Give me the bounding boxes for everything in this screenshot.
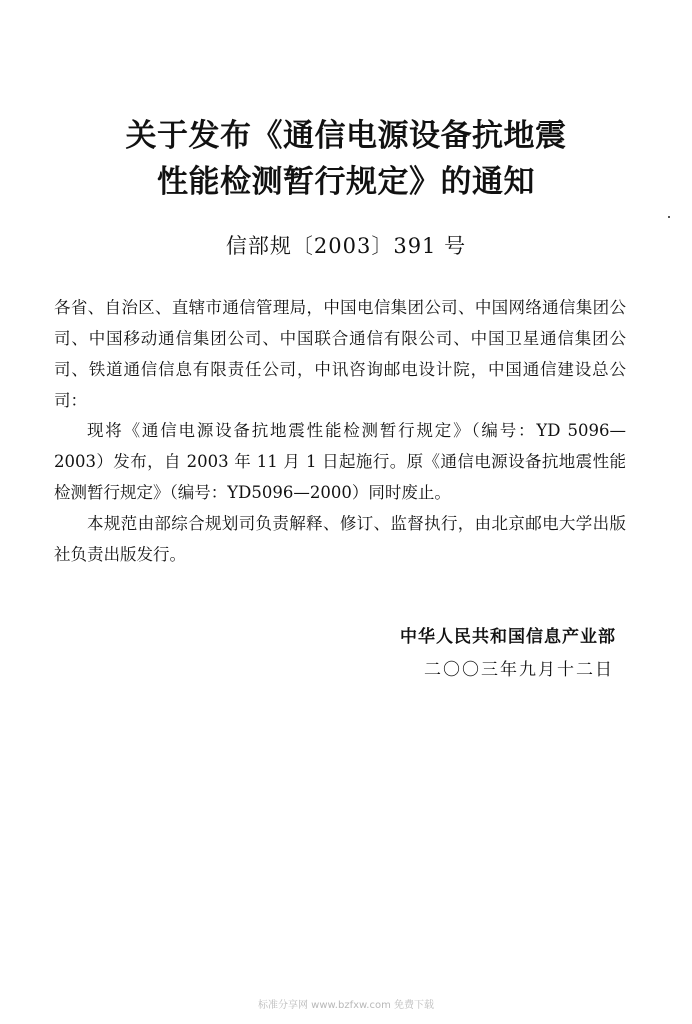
scan-speck xyxy=(668,216,670,218)
addressee-paragraph: 各省、自治区、直辖市通信管理局，中国电信集团公司、中国网络通信集团公司、中国移动通信集团公司、中国联合通信有限公司、中国卫星通信集团公司、铁道通信信息有限责任公司，中讯咨询邮电设计院，中国通信建设总公司： xyxy=(54,298,626,410)
body-paragraph-2: 本规范由部综合规划司负责解释、修订、监督执行，由北京邮电大学出版社负责出版发行。 xyxy=(54,514,626,564)
watermark-text: 标准分享网 www.bzfxw.com 免费下载 xyxy=(258,1000,434,1011)
document-number: 信部规〔2003〕391 号 xyxy=(225,234,467,258)
body-paragraph-1: 现将《通信电源设备抗地震性能检测暂行规定》（编号：YD 5096—2003）发布，自 2003 年 11 月 1 日起施行。原《通信电源设备抗地震性能检测暂行规定》（编号：YD5096—2000）同时废止。 xyxy=(54,421,626,502)
issuing-authority: 中华人民共和国信息产业部 xyxy=(400,627,616,647)
notice-title-line-2: 性能检测暂行规定》的通知 xyxy=(157,164,535,200)
issue-date: 二〇〇三年九月十二日 xyxy=(424,660,614,680)
notice-title-line-1: 关于发布《通信电源设备抗地震 xyxy=(125,118,567,154)
